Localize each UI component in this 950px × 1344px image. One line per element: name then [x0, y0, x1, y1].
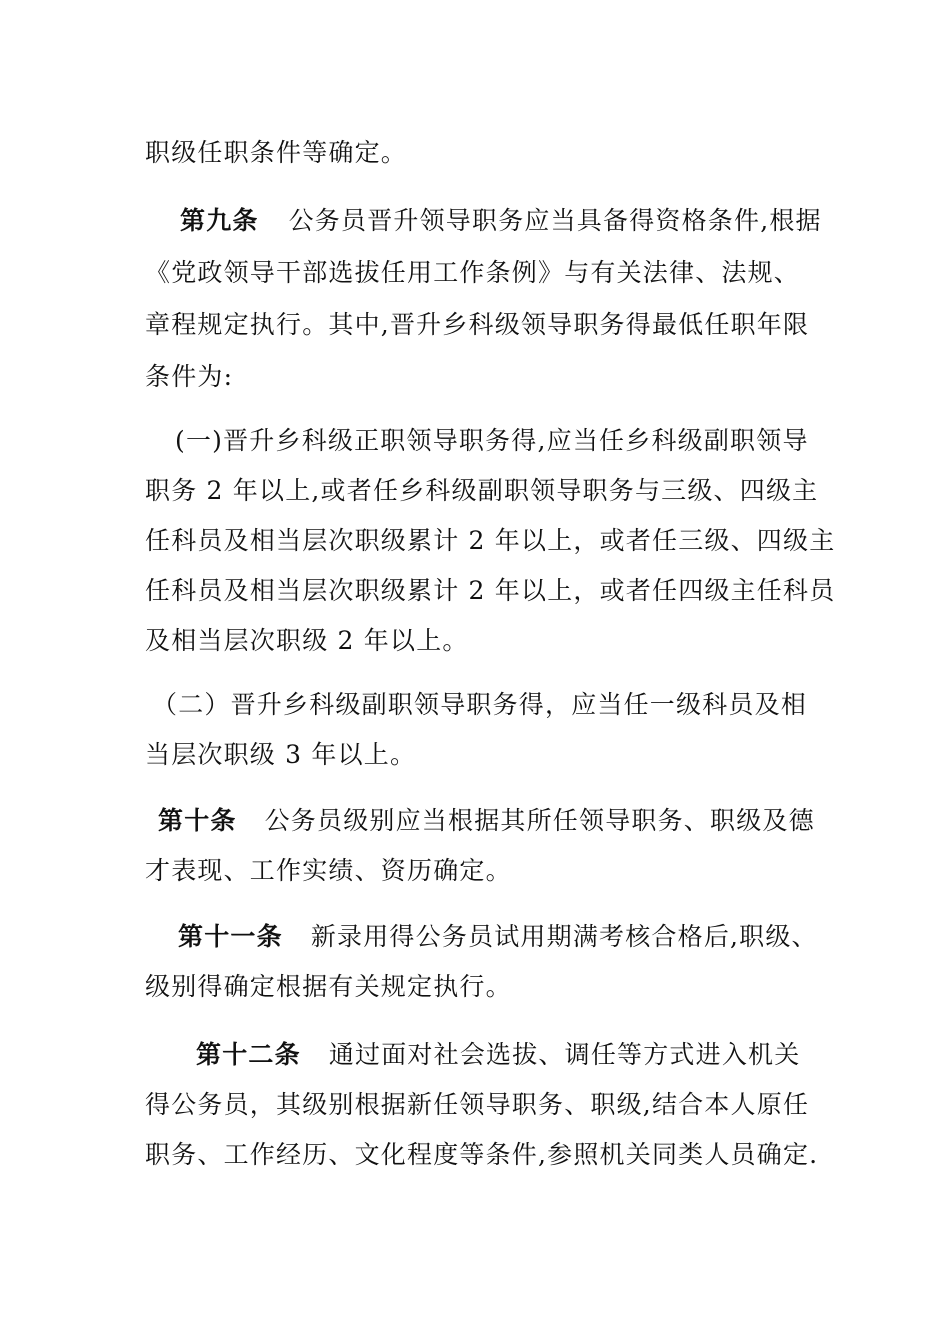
- article-heading: 第九条: [180, 206, 259, 235]
- paragraph-text: 公务员晋升领导职务应当具备得资格条件,根据: [288, 206, 822, 235]
- paragraph-text: 公务员级别应当根据其所任领导职务、职级及德: [264, 806, 815, 835]
- paragraph-line: 当层次职级 3 年以上。: [145, 740, 417, 769]
- paragraph-text: 新录用得公务员试用期满考核合格后,职级、: [310, 922, 818, 951]
- paragraph-line: 任科员及相当层次职级累计 2 年以上，或者任三级、四级主: [145, 526, 836, 555]
- article-heading: 第十一条: [178, 922, 283, 951]
- paragraph-line: 职级任职条件等确定。: [145, 138, 408, 167]
- paragraph-line: (一)晋升乡科级正职领导职务得,应当任乡科级副职领导: [175, 426, 809, 455]
- paragraph-line: （二）晋升乡科级副职领导职务得，应当任一级科员及相: [152, 690, 808, 719]
- article-heading: 第十二条: [196, 1040, 301, 1069]
- article-12-first-line: [196, 1040, 800, 1070]
- paragraph-line: 任科员及相当层次职级累计 2 年以上，或者任四级主任科员: [145, 576, 836, 605]
- paragraph-line: 章程规定执行。其中,晋升乡科级领导职务得最低任职年限: [145, 310, 810, 339]
- article-heading: 第十条: [158, 806, 237, 835]
- paragraph-text: 通过面对社会选拔、调任等方式进入机关: [328, 1040, 801, 1069]
- paragraph-line: 条件为:: [145, 362, 234, 391]
- paragraph-line: 职务 2 年以上,或者任乡科级副职领导职务与三级、四级主: [145, 476, 819, 505]
- paragraph-line: 职务、工作经历、文化程度等条件,参照机关同类人员确定.: [145, 1140, 819, 1169]
- article-11-first-line: [178, 922, 818, 952]
- paragraph-line: 级别得确定根据有关规定执行。: [145, 972, 512, 1001]
- paragraph-line: 《党政领导干部选拔任用工作条例》与有关法律、法规、: [145, 258, 801, 287]
- article-9-first-line: [180, 206, 822, 236]
- paragraph-line: 及相当层次职级 2 年以上。: [145, 626, 469, 655]
- article-10-first-line: [158, 806, 815, 836]
- paragraph-line: 才表现、工作实绩、资历确定。: [145, 856, 512, 885]
- paragraph-line: 得公务员，其级别根据新任领导职务、职级,结合本人原任: [145, 1090, 810, 1119]
